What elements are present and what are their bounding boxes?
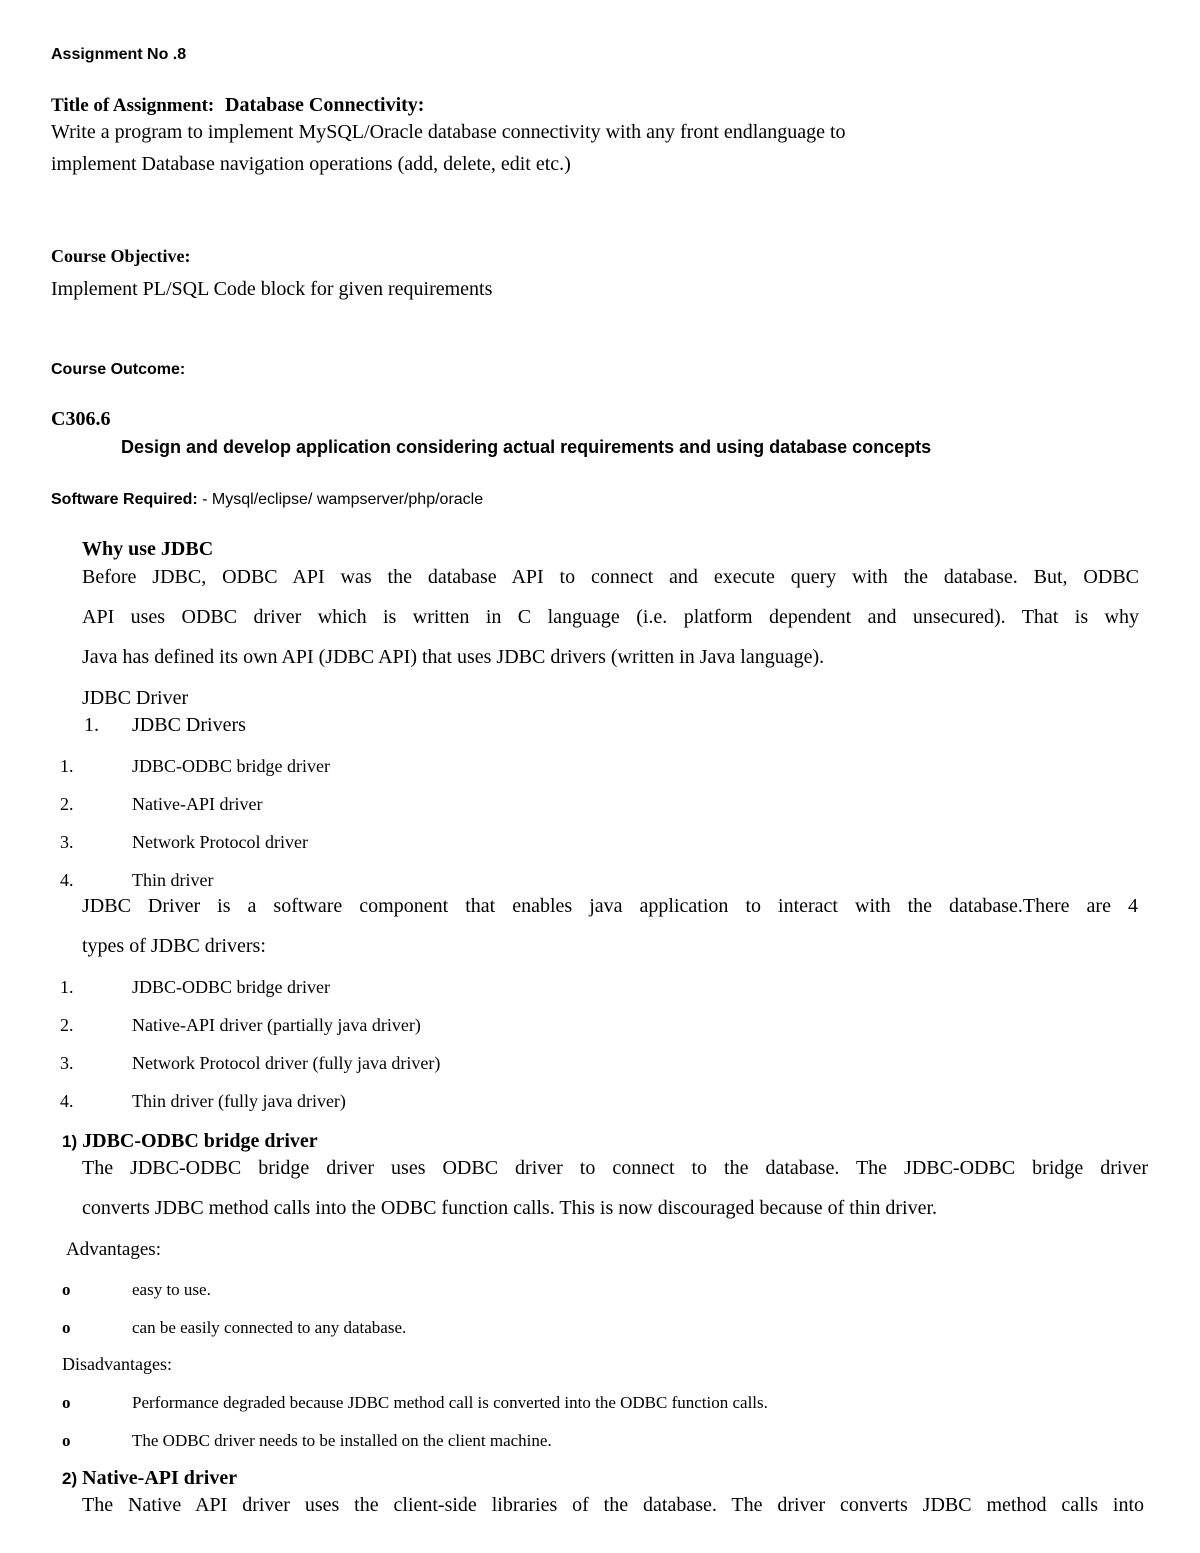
list-item-text: JDBC-ODBC bridge driver bbox=[132, 977, 330, 997]
native-driver-para-line-1: The Native API driver uses the client-side libraries of the database. The driver converts JDBC method calls into bbox=[82, 1494, 1144, 1516]
native-driver-title: Native-API driver bbox=[82, 1467, 238, 1489]
course-outcome-code: C306.6 bbox=[51, 408, 111, 430]
title-value: Database Connectivity: bbox=[225, 94, 425, 116]
bullet-marker: o bbox=[62, 1431, 71, 1450]
course-outcome-heading: Course Outcome: bbox=[51, 361, 186, 378]
list-item-text: Thin driver (fully java driver) bbox=[132, 1091, 346, 1111]
bullet-marker: o bbox=[62, 1393, 71, 1412]
software-required-value: - Mysql/eclipse/ wampserver/php/oracle bbox=[197, 491, 484, 508]
native-driver-number: 2) bbox=[62, 1469, 78, 1488]
course-outcome-text: Design and develop application considering actual requirements and using database concepts bbox=[121, 437, 932, 457]
why-jdbc-heading: Why use JDBC bbox=[82, 538, 214, 560]
software-required-label: Software Required: bbox=[51, 491, 198, 508]
list-item-text: Network Protocol driver (fully java driver) bbox=[132, 1053, 441, 1073]
jdbc-driver-para-line-1: JDBC Driver is a software component that enables java application to interact with the database.There are 4 bbox=[82, 895, 1138, 917]
assignment-number: Assignment No .8 bbox=[51, 46, 187, 63]
bullet-marker: o bbox=[62, 1280, 71, 1299]
bridge-driver-para-line-1: The JDBC-ODBC bridge driver uses ODBC driver to connect to the database. The JDBC-ODBC bridge driver bbox=[82, 1157, 1148, 1179]
course-objective-heading: Course Objective: bbox=[51, 246, 191, 266]
bridge-driver-number: 1) bbox=[62, 1132, 78, 1151]
jdbc-driver-para-line-2: types of JDBC drivers: bbox=[82, 935, 266, 957]
why-jdbc-para-line-2: API uses ODBC driver which is written in C language (i.e. platform dependent and unsecured). That is why bbox=[82, 606, 1139, 628]
jdbc-driver-heading: JDBC Driver bbox=[82, 687, 189, 709]
advantages-label: Advantages: bbox=[66, 1239, 161, 1260]
list-item-number: 3. bbox=[60, 1053, 74, 1073]
assignment-description-line-2: implement Database navigation operations (add, delete, edit etc.) bbox=[51, 153, 571, 175]
list-item-text: Native-API driver bbox=[132, 794, 263, 814]
bullet-marker: o bbox=[62, 1318, 71, 1337]
bridge-driver-heading bbox=[62, 1130, 318, 1153]
list-item-number: 3. bbox=[60, 832, 74, 852]
list-item-text: Performance degraded because JDBC method call is converted into the ODBC function calls. bbox=[132, 1393, 768, 1412]
list-item-number: 4. bbox=[60, 870, 74, 890]
course-objective-text: Implement PL/SQL Code block for given requirements bbox=[51, 278, 493, 300]
list-item-number: 2. bbox=[60, 794, 74, 814]
list-item-number: 1. bbox=[60, 756, 74, 776]
list-item-text: The ODBC driver needs to be installed on the client machine. bbox=[132, 1431, 552, 1450]
why-jdbc-para-line-3: Java has defined its own API (JDBC API) that uses JDBC drivers (written in Java language). bbox=[82, 646, 825, 668]
list-item-number: 4. bbox=[60, 1091, 74, 1111]
jdbc-drivers-subheading-number: 1. bbox=[84, 714, 99, 736]
software-required bbox=[51, 491, 483, 509]
assignment-title bbox=[51, 94, 424, 117]
list-item-text: Native-API driver (partially java driver) bbox=[132, 1015, 421, 1035]
bridge-driver-para-line-2: converts JDBC method calls into the ODBC function calls. This is now discouraged because of thin driver. bbox=[82, 1197, 938, 1219]
list-item-text: JDBC-ODBC bridge driver bbox=[132, 756, 330, 776]
disadvantages-label: Disadvantages: bbox=[62, 1354, 172, 1374]
jdbc-drivers-subheading: JDBC Drivers bbox=[132, 714, 246, 736]
list-item-text: Thin driver bbox=[132, 870, 214, 890]
assignment-description-line-1: Write a program to implement MySQL/Oracle database connectivity with any front endlanguage to bbox=[51, 121, 846, 143]
title-label: Title of Assignment: bbox=[51, 95, 215, 116]
native-driver-heading bbox=[62, 1467, 237, 1490]
why-jdbc-para-line-1: Before JDBC, ODBC API was the database API to connect and execute query with the database. But, ODBC bbox=[82, 566, 1139, 588]
list-item-number: 2. bbox=[60, 1015, 74, 1035]
bridge-driver-title: JDBC-ODBC bridge driver bbox=[82, 1130, 318, 1152]
list-item-number: 1. bbox=[60, 977, 74, 997]
list-item-text: can be easily connected to any database. bbox=[132, 1318, 407, 1337]
list-item-text: Network Protocol driver bbox=[132, 832, 308, 852]
list-item-text: easy to use. bbox=[132, 1280, 211, 1299]
